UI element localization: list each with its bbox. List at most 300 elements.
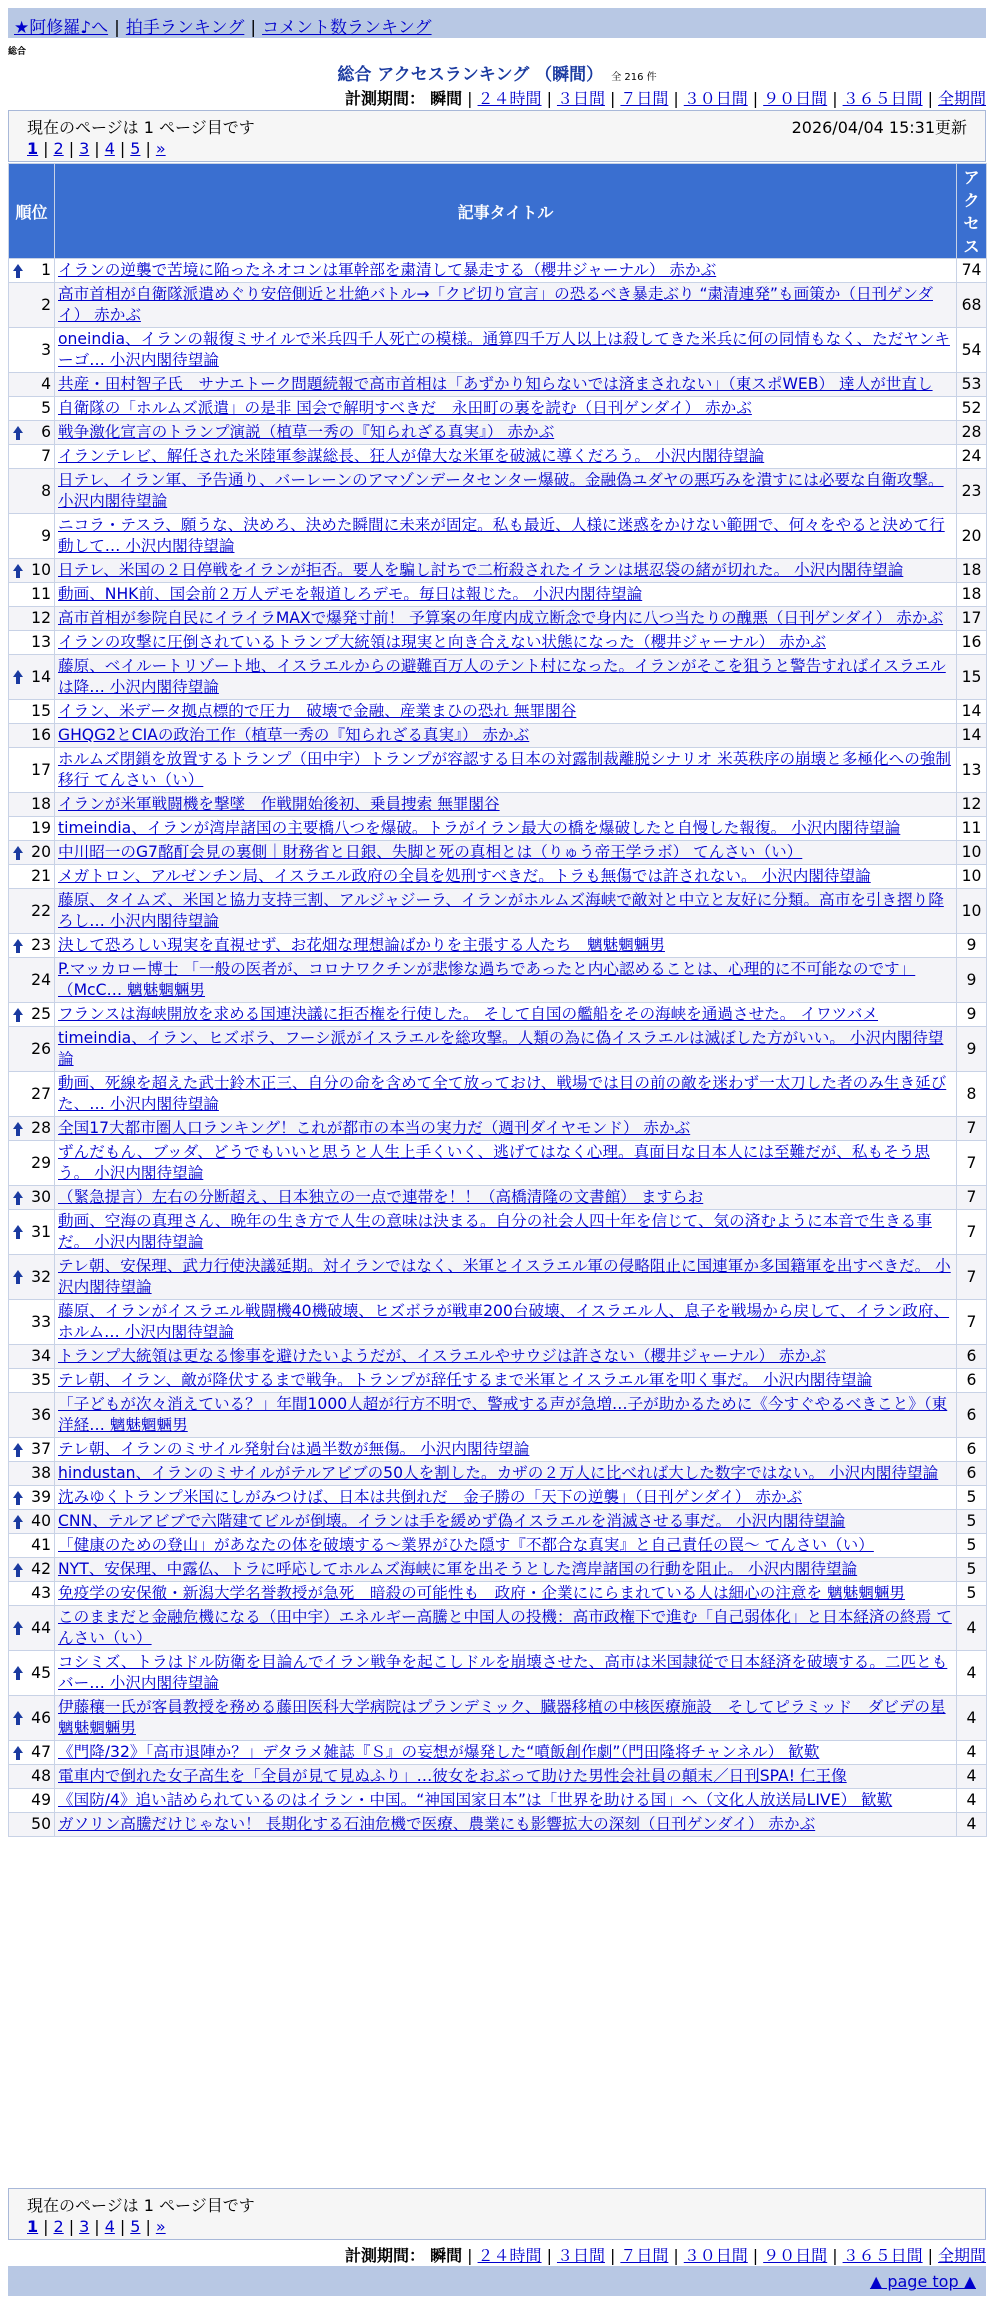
title-cell	[55, 373, 957, 397]
access-count: 7	[957, 1210, 987, 1255]
pager-page-5[interactable]: 5	[130, 139, 141, 158]
access-count: 12	[957, 793, 987, 817]
rank-number: 44	[31, 1618, 51, 1637]
access-count: 24	[957, 445, 987, 469]
title-cell	[55, 1741, 957, 1765]
page-title-text: 総合 アクセスランキング （瞬間）	[337, 65, 604, 85]
access-count: 17	[957, 607, 987, 631]
rank-cell	[9, 1393, 55, 1438]
title-cell	[55, 817, 957, 841]
pager-page-1[interactable]: 1	[27, 139, 39, 158]
rank-cell	[9, 283, 55, 328]
table-row	[9, 607, 987, 631]
title-cell	[55, 1462, 957, 1486]
period-link-3d[interactable]: ３日間	[556, 89, 605, 108]
title-cell	[55, 1117, 957, 1141]
article-title-link[interactable]: フランスは海峡開放を求める国連決議に拒否権を行使した。 そして自国の艦船をその海峡を通過させた。 イワツバメ	[58, 1005, 879, 1023]
access-count: 4	[957, 1741, 987, 1765]
table-header-row	[9, 164, 987, 259]
table-row	[9, 1141, 987, 1186]
pager-page-3[interactable]: 3	[79, 139, 90, 158]
pager-page-3[interactable]: 3	[79, 2217, 90, 2236]
rank-cell	[9, 958, 55, 1003]
nav-separator: |	[250, 18, 257, 38]
article-title-link[interactable]: 全国17大都市圏人口ランキング！これが都市の本当の実力だ（週刊ダイヤモンド） 赤かぶ	[58, 1119, 691, 1137]
rank-up-arrow-icon	[13, 564, 23, 578]
title-cell	[55, 1534, 957, 1558]
article-title-link[interactable]: イランが米軍戦闘機を撃墜 作戦開始後初、乗員捜索 無罪閣谷	[58, 795, 500, 813]
rank-number: 29	[31, 1153, 51, 1172]
rank-number: 30	[31, 1188, 51, 1206]
access-count: 14	[957, 724, 987, 748]
article-title-link[interactable]: 動画、空海の真理さん、晩年の生き方で人生の意味は決まる。自分の社会人四十年を信じて、気の済むように本音で生きる事だ。 小沢内閣待望論	[58, 1212, 932, 1251]
access-count: 14	[957, 700, 987, 724]
rank-up-arrow-icon	[13, 1008, 23, 1022]
access-count: 7	[957, 1186, 987, 1210]
pager-page-1[interactable]: 1	[27, 2217, 39, 2236]
rank-cell	[9, 817, 55, 841]
rank-cell	[9, 1345, 55, 1369]
access-count: 4	[957, 1765, 987, 1789]
rank-cell	[9, 607, 55, 631]
current-page-text: 現在のページは 1 ページ目です	[27, 2195, 255, 2215]
rank-cell	[9, 397, 55, 421]
rank-cell	[9, 1534, 55, 1558]
rank-number: 19	[31, 819, 51, 837]
title-cell	[55, 397, 957, 421]
access-count: 9	[957, 958, 987, 1003]
table-row	[9, 1534, 987, 1558]
period-link-365d[interactable]: ３６５日間	[842, 2246, 923, 2265]
rank-cell	[9, 1765, 55, 1789]
table-row	[9, 958, 987, 1003]
rank-number: 38	[31, 1464, 51, 1482]
access-count: 52	[957, 397, 987, 421]
rank-up-arrow-icon	[13, 264, 23, 278]
period-link-all[interactable]: 全期間	[937, 2246, 986, 2265]
rank-number: 37	[31, 1440, 51, 1458]
access-count: 4	[957, 1696, 987, 1741]
period-link-all[interactable]: 全期間	[937, 89, 986, 108]
article-title-link[interactable]: イラン、米データ拠点標的で圧力 破壊で金融、産業まひの恐れ 無罪閣谷	[58, 702, 577, 720]
title-cell	[55, 865, 957, 889]
table-row	[9, 328, 987, 373]
access-count: 5	[957, 1534, 987, 1558]
bottom-bar	[8, 2266, 986, 2296]
access-count: 20	[957, 514, 987, 559]
title-cell	[55, 700, 957, 724]
article-title-link[interactable]: oneindia、イランの報復ミサイルで米兵四千人死亡の模様。通算四千万人以上は殺してきた米兵に何の同情もなく、ただヤンキーゴ… 小沢内閣待望論	[58, 330, 950, 369]
rank-cell	[9, 1255, 55, 1300]
article-title-link[interactable]: テレ朝、安保理、武力行使決議延期。対イランではなく、米軍とイスラエル軍の侵略阻止に国連軍か多国籍軍を出すべきだ。 小沢内閣待望論	[58, 1257, 951, 1296]
page-top-link[interactable]: ▲ page top ▲	[869, 2272, 976, 2291]
rank-cell	[9, 445, 55, 469]
title-cell	[55, 607, 957, 631]
period-link-24h[interactable]: ２４時間	[477, 89, 542, 108]
period-selector-bottom: 計測期間： 瞬間 | ２４時間 | ３日間 | ７日間 | ３０日間 | ９０日間 | ３６５日間 | 全期間	[345, 2246, 986, 2265]
rank-number: 42	[31, 1560, 51, 1578]
rank-cell	[9, 631, 55, 655]
pager-page-2[interactable]: 2	[53, 2217, 64, 2236]
article-title-link[interactable]: 「子どもが次々消えている？」年間1000人超が行方不明で、警戒する声が急増…子が助かるために《今すぐやるべきこと》（東洋経… 魑魅魍魎男	[58, 1395, 948, 1434]
table-row	[9, 283, 987, 328]
article-title-link[interactable]: メガトロン、アルゼンチン局、イスラエル政府の全員を処刑すべきだ。トラも無傷では許されない。 小沢内閣待望論	[58, 867, 871, 885]
article-title-link[interactable]: 免疫学の安保徹・新潟大学名誉教授が急死 暗殺の可能性も 政府・企業ににらまれている人は細心の注意を 魑魅魍魎男	[58, 1584, 906, 1602]
rank-cell	[9, 1741, 55, 1765]
rank-up-arrow-icon	[13, 426, 23, 440]
article-title-link[interactable]: 沈みゆくトランプ米国にしがみつけば、日本は共倒れだ 金子勝の「天下の逆襲」（日刊ゲンダイ） 赤かぶ	[58, 1488, 803, 1506]
article-title-link[interactable]: 中川昭一のG7酩酊会見の裏側｜財務省と日銀、失脚と死の真相とは（りゅう帝王学ラボ） てんさい（い）	[58, 843, 803, 861]
table-row	[9, 841, 987, 865]
pager-page-5[interactable]: 5	[130, 2217, 141, 2236]
rank-cell	[9, 1813, 55, 1837]
title-cell	[55, 1813, 957, 1837]
period-link-3d[interactable]: ３日間	[556, 2246, 605, 2265]
access-count: 11	[957, 817, 987, 841]
rank-up-arrow-icon	[13, 1491, 23, 1505]
access-count: 16	[957, 631, 987, 655]
rank-number: 28	[31, 1119, 51, 1137]
title-cell	[55, 889, 957, 934]
title-cell	[55, 1438, 957, 1462]
title-cell	[55, 631, 957, 655]
rank-cell	[9, 421, 55, 445]
article-title-link[interactable]: 「健康のための登山」があなたの体を破壊する〜業界がひた隠す『不都合な真実』と自己責任の罠〜 てんさい（い）	[58, 1536, 874, 1554]
access-count: 5	[957, 1582, 987, 1606]
rank-number: 5	[41, 399, 51, 417]
access-count: 18	[957, 583, 987, 607]
access-count: 6	[957, 1393, 987, 1438]
period-link-30d[interactable]: ３０日間	[683, 2246, 748, 2265]
title-cell	[55, 283, 957, 328]
access-count: 9	[957, 934, 987, 958]
title-cell	[55, 1027, 957, 1072]
article-title-link[interactable]: 日テレ、イラン軍、予告通り、バーレーンのアマゾンデータセンター爆破。金融偽ユダヤの悪巧みを潰すには必要な自衛攻撃。 小沢内閣待望論	[58, 471, 944, 510]
table-row	[9, 1696, 987, 1741]
ranking-table	[8, 163, 987, 1837]
rank-cell	[9, 655, 55, 700]
access-count: 53	[957, 373, 987, 397]
article-title-link[interactable]: 《門降/32》「高市退陣か？」デタラメ雑誌『Ｓ』の妄想が爆発した“噴飯創作劇”（門田隆将チャンネル） 歓歎	[58, 1743, 820, 1761]
period-link-24h[interactable]: ２４時間	[477, 2246, 542, 2265]
article-title-link[interactable]: 戦争激化宣言のトランプ演説（植草一秀の『知られざる真実』） 赤かぶ	[58, 423, 555, 441]
rank-number: 7	[41, 447, 51, 465]
article-title-link[interactable]: ホルムズ閉鎖を放置するトランプ（田中宇）トランプが容認する日本の対露制裁離脱シナリオ 米英秩序の崩壊と多極化への強制移行 てんさい（い）	[58, 750, 952, 789]
rank-number: 33	[31, 1312, 51, 1331]
period-link-30d[interactable]: ３０日間	[683, 89, 748, 108]
access-count: 4	[957, 1789, 987, 1813]
access-count: 6	[957, 1369, 987, 1393]
title-cell	[55, 1510, 957, 1534]
table-row	[9, 817, 987, 841]
article-title-link[interactable]: 藤原、タイムズ、米国と協力支持三割、アルジャジーラ、イランがホルムズ海峡で敵対と中立と友好に分類。高市を引き摺り降ろし… 小沢内閣待望論	[58, 891, 944, 930]
article-title-link[interactable]: （緊急提言）左右の分断超え、日本独立の一点で連帯を！！（高橋清隆の文書館） ますらお	[58, 1188, 704, 1206]
article-title-link[interactable]: P.マッカロー博士 「一般の医者が、コロナワクチンが悲惨な過ちであったと内心認めることは、心理的に不可能なのです」（McC… 魑魅魍魎男	[58, 960, 916, 999]
rank-number: 48	[31, 1767, 51, 1785]
rank-number: 24	[31, 970, 51, 989]
article-title-link[interactable]: 藤原、イランがイスラエル戦闘機40機破壊、ヒズボラが戦車200台破壊、イスラエル人、息子を戦場から戻して、イラン政府、ホルム… 小沢内閣待望論	[58, 1302, 950, 1341]
table-row	[9, 397, 987, 421]
title-cell	[55, 445, 957, 469]
rank-number: 32	[31, 1267, 51, 1286]
title-cell	[55, 1072, 957, 1117]
table-row	[9, 583, 987, 607]
pager-page-4[interactable]: 4	[104, 139, 115, 158]
access-count: 13	[957, 748, 987, 793]
rank-number: 22	[31, 901, 51, 920]
rank-number: 26	[31, 1039, 51, 1058]
rank-up-arrow-icon	[13, 1191, 23, 1205]
rank-number: 4	[41, 375, 51, 393]
article-title-link[interactable]: 自衛隊の「ホルムズ派遣」の是非 国会で解明すべきだ 永田町の裏を読む（日刊ゲンダイ） 赤かぶ	[58, 399, 752, 417]
rank-cell	[9, 373, 55, 397]
title-cell	[55, 514, 957, 559]
rank-number: 35	[31, 1371, 51, 1389]
page-status-panel-top	[8, 110, 986, 162]
article-title-link[interactable]: 決して恐ろしい現実を直視せず、お花畑な理想論ばかりを主張する人たち 魑魅魍魎男	[58, 936, 665, 954]
access-count: 4	[957, 1606, 987, 1651]
rank-number: 2	[41, 295, 51, 314]
title-cell	[55, 1486, 957, 1510]
nav-separator: |	[114, 18, 120, 38]
article-title-link[interactable]: ニコラ・テスラ、願うな、決めろ、決めた瞬間に未来が固定。私も最近、人様に迷惑をかけない範囲で、何々をやると決めて行動して… 小沢内閣待望論	[58, 516, 945, 555]
rank-cell	[9, 889, 55, 934]
period-selector-top: 計測期間： 瞬間 | ２４時間 | ３日間 | ７日間 | ３０日間 | ９０日間 | ３６５日間 | 全期間	[345, 89, 986, 108]
period-link-7d[interactable]: ７日間	[620, 89, 669, 108]
rank-cell	[9, 700, 55, 724]
access-count: 5	[957, 1510, 987, 1534]
rank-number: 11	[31, 585, 51, 603]
title-cell	[55, 559, 957, 583]
rank-number: 47	[31, 1743, 51, 1761]
period-link-90d[interactable]: ９０日間	[763, 89, 828, 108]
access-count: 7	[957, 1117, 987, 1141]
period-link-90d[interactable]: ９０日間	[763, 2246, 828, 2265]
nav-link-comment-ranking[interactable]: コメント数ランキング	[262, 18, 432, 38]
access-count: 9	[957, 1003, 987, 1027]
rank-number: 43	[31, 1584, 51, 1602]
table-row	[9, 559, 987, 583]
rank-number: 25	[31, 1005, 51, 1023]
access-count: 68	[957, 283, 987, 328]
access-count: 7	[957, 1141, 987, 1186]
rank-cell	[9, 865, 55, 889]
article-title-link[interactable]: ガソリン高騰だけじゃない！ 長期化する石油危機で医療、農業にも影響拡大の深刻（日刊ゲンダイ） 赤かぶ	[58, 1815, 816, 1833]
rank-number: 39	[31, 1488, 51, 1506]
rank-cell	[9, 1606, 55, 1651]
rank-number: 45	[31, 1663, 51, 1682]
article-title-link[interactable]: GHQG2とCIAの政治工作（植草一秀の『知られざる真実』） 赤かぶ	[58, 726, 530, 744]
rank-cell	[9, 1651, 55, 1696]
pager-next[interactable]: »	[155, 139, 166, 158]
table-row	[9, 631, 987, 655]
period-label: 計測期間：	[345, 2246, 426, 2265]
table-row	[9, 1741, 987, 1765]
rank-up-arrow-icon	[13, 1746, 23, 1760]
rank-number: 50	[31, 1815, 51, 1833]
rank-cell	[9, 748, 55, 793]
access-count: 6	[957, 1438, 987, 1462]
article-title-link[interactable]: 電車内で倒れた女子高生を「全員が見て見ぬふり」…彼女をおぶって助けた男性会社員の顛末／日刊SPA! 仁王像	[58, 1767, 847, 1785]
table-row	[9, 1255, 987, 1300]
access-count: 28	[957, 421, 987, 445]
access-count: 4	[957, 1651, 987, 1696]
rank-number: 1	[41, 261, 51, 279]
rank-cell	[9, 793, 55, 817]
page-title	[0, 60, 994, 85]
rank-up-arrow-icon	[13, 670, 23, 684]
access-count: 74	[957, 259, 987, 283]
title-cell	[55, 1369, 957, 1393]
table-row	[9, 1462, 987, 1486]
col-header-title: 記事タイトル	[55, 164, 957, 259]
article-title-link[interactable]: CNN、テルアビブで六階建てビルが倒壊。イランは手を緩めず偽イスラエルを消滅させる事だ。 小沢内閣待望論	[58, 1512, 846, 1530]
table-row	[9, 1789, 987, 1813]
article-title-link[interactable]: ずんだもん、ブッダ、どうでもいいと思うと人生上手くいく、逃げてはなく心理。真面目な日本人には至難だが、私もそう思う。 小沢内閣待望論	[58, 1143, 930, 1182]
access-count: 7	[957, 1255, 987, 1300]
title-cell	[55, 259, 957, 283]
rank-cell	[9, 259, 55, 283]
title-cell	[55, 1345, 957, 1369]
rank-cell	[9, 514, 55, 559]
access-count: 54	[957, 328, 987, 373]
title-cell	[55, 793, 957, 817]
access-count: 7	[957, 1300, 987, 1345]
rank-number: 36	[31, 1405, 51, 1424]
rank-number: 13	[31, 633, 51, 651]
title-cell	[55, 1696, 957, 1741]
table-row	[9, 1117, 987, 1141]
table-row	[9, 1558, 987, 1582]
article-title-link[interactable]: テレ朝、イランのミサイル発射台は過半数が無傷。 小沢内閣待望論	[58, 1440, 530, 1458]
article-title-link[interactable]: 日テレ、米国の２日停戦をイランが拒否。要人を騙し討ちで二桁殺されたイランは堪忍袋の緒が切れた。 小沢内閣待望論	[58, 561, 904, 579]
rank-cell	[9, 469, 55, 514]
access-count: 18	[957, 559, 987, 583]
article-title-link[interactable]: コシミズ、トラはドル防衛を目論んでイラン戦争を起こしドルを崩壊させた、高市は米国隷従で日本経済を破壊する。二匹ともバー… 小沢内閣待望論	[58, 1653, 948, 1692]
rank-cell	[9, 328, 55, 373]
table-row	[9, 445, 987, 469]
article-title-link[interactable]: このままだと金融危機になる（田中宇）エネルギー高騰と中国人の投機：高市政権下で進む「自己弱体化」と日本経済の終焉 てんさい（い）	[58, 1608, 952, 1647]
title-cell	[55, 1210, 957, 1255]
table-row	[9, 259, 987, 283]
rank-number: 16	[31, 726, 51, 744]
current-page-text: 現在のページは 1 ページ目です	[27, 117, 255, 137]
article-title-link[interactable]: トランプ大統領は更なる惨事を避けたいようだが、イスラエルやサウジは許さない（櫻井ジャーナル） 赤かぶ	[58, 1347, 826, 1365]
nav-link-home[interactable]: ★阿修羅♪へ	[14, 18, 109, 38]
rank-number: 15	[31, 702, 51, 720]
rank-cell	[9, 1003, 55, 1027]
pager-page-2[interactable]: 2	[53, 139, 64, 158]
rank-number: 18	[31, 795, 51, 813]
rank-up-arrow-icon	[13, 846, 23, 860]
table-row	[9, 865, 987, 889]
article-title-link[interactable]: hindustan、イランのミサイルがテルアビブの50人を割した。カザの２万人に比べれば大した数字ではない。 小沢内閣待望論	[58, 1464, 939, 1482]
table-row	[9, 421, 987, 445]
period-link-7d[interactable]: ７日間	[620, 2246, 669, 2265]
table-row	[9, 1369, 987, 1393]
title-cell	[55, 1300, 957, 1345]
rank-up-arrow-icon	[13, 1563, 23, 1577]
access-count: 23	[957, 469, 987, 514]
article-title-link[interactable]: 《国防/4》追い詰められているのはイラン・中国。“神国国家日本”は「世界を助ける国」へ（文化人放送局LIVE） 歓歎	[58, 1791, 893, 1809]
rank-cell	[9, 1117, 55, 1141]
rank-number: 40	[31, 1512, 51, 1530]
rank-up-arrow-icon	[13, 1225, 23, 1239]
rank-up-arrow-icon	[13, 939, 23, 953]
nav-link-applause-ranking[interactable]: 拍手ランキング	[125, 18, 245, 38]
title-cell	[55, 421, 957, 445]
title-cell	[55, 1558, 957, 1582]
rank-cell	[9, 1027, 55, 1072]
table-row	[9, 1438, 987, 1462]
title-cell	[55, 724, 957, 748]
article-title-link[interactable]: イランの逆襲で苦境に陥ったネオコンは軍幹部を粛清して暴走する（櫻井ジャーナル） 赤かぶ	[58, 261, 717, 279]
rank-number: 9	[41, 526, 51, 545]
pager-next[interactable]: »	[155, 2217, 166, 2236]
table-row	[9, 469, 987, 514]
rank-cell	[9, 1462, 55, 1486]
article-title-link[interactable]: 共産・田村智子氏 サナエトーク問題続報で高市首相は「あずかり知らないでは済まされない」（東スポWEB） 達人が世直し	[58, 375, 933, 393]
article-title-link[interactable]: イランの攻撃に圧倒されているトランプ大統領は現実と向き合えない状態になった（櫻井ジャーナル） 赤かぶ	[58, 633, 826, 651]
article-title-link[interactable]: 高市首相が参院自民にイライラMAXで爆発寸前！ 予算案の年度内成立断念で身内に八つ当たりの醜悪（日刊ゲンダイ） 赤かぶ	[58, 609, 944, 627]
pager-page-4[interactable]: 4	[104, 2217, 115, 2236]
article-title-link[interactable]: 動画、NHK前、国会前２万人デモを報道しろデモ。毎日は報じた。 小沢内閣待望論	[58, 585, 643, 603]
title-cell	[55, 328, 957, 373]
rank-cell	[9, 1558, 55, 1582]
category-label: 総合	[8, 47, 27, 57]
rank-number: 21	[31, 867, 51, 885]
article-title-link[interactable]: 伊藤穰一氏が客員教授を務める藤田医科大学病院はプランデミック、臓器移植の中核医療施設 そしてピラミッド ダビデの星 魑魅魍魎男	[58, 1698, 946, 1737]
title-cell	[55, 583, 957, 607]
title-cell	[55, 469, 957, 514]
table-row	[9, 514, 987, 559]
rank-cell	[9, 1696, 55, 1741]
article-title-link[interactable]: 藤原、ベイルートリゾート地、イスラエルからの避難百万人のテント村になった。イランがそこを狙うと警告すればイスラエルは降… 小沢内閣待望論	[58, 657, 946, 696]
rank-number: 3	[41, 340, 51, 359]
table-row	[9, 1393, 987, 1438]
access-count: 10	[957, 841, 987, 865]
total-count: 全 216 件	[611, 72, 657, 83]
rank-up-arrow-icon	[13, 1666, 23, 1680]
rank-number: 8	[41, 481, 51, 500]
access-count: 15	[957, 655, 987, 700]
rank-number: 6	[41, 423, 51, 441]
period-link-365d[interactable]: ３６５日間	[842, 89, 923, 108]
article-title-link[interactable]: テレ朝、イラン、敵が降伏するまで戦争。トランプが辞任するまで米軍とイスラエル軍を叩く事だ。 小沢内閣待望論	[58, 1371, 873, 1389]
title-cell	[55, 934, 957, 958]
rank-cell	[9, 1438, 55, 1462]
article-title-link[interactable]: 高市首相が自衛隊派遣めぐり安倍側近と壮絶バトル→「クビ切り宣言」の恐るべき暴走ぶり “粛清連発”も画策か（日刊ゲンダイ） 赤かぶ	[58, 285, 933, 324]
rank-cell	[9, 559, 55, 583]
table-row	[9, 1300, 987, 1345]
table-row	[9, 1186, 987, 1210]
rank-number: 34	[31, 1347, 51, 1365]
article-title-link[interactable]: NYT、安保理、中露仏、トラに呼応してホルムズ海峡に軍を出そうとした湾岸諸国の行動を阻止。 小沢内閣待望論	[58, 1560, 858, 1578]
rank-cell	[9, 1210, 55, 1255]
article-title-link[interactable]: イランテレビ、解任された米陸軍参謀総長、狂人が偉大な米軍を破滅に導くだろう。 小沢内閣待望論	[58, 447, 765, 465]
period-current: 瞬間	[430, 2246, 463, 2265]
pager-top: 1 | 2 | 3 | 4 | 5 | »	[27, 139, 166, 158]
article-title-link[interactable]: 動画、死線を超えた武士鈴木正三、自分の命を含めて全て放っておけ、戦場では目の前の敵を迷わず一太刀した者のみ生き延びた、… 小沢内閣待望論	[58, 1074, 947, 1113]
table-row	[9, 1606, 987, 1651]
rank-number: 20	[31, 843, 51, 861]
article-title-link[interactable]: timeindia、イランが湾岸諸国の主要橋八つを爆破。トラがイラン最大の橋を爆破したと自慢した報復。 小沢内閣待望論	[58, 819, 901, 837]
title-cell	[55, 1789, 957, 1813]
rank-cell	[9, 724, 55, 748]
table-row	[9, 934, 987, 958]
rank-number: 14	[31, 667, 51, 686]
article-title-link[interactable]: timeindia、イラン、ヒズボラ、フーシ派がイスラエルを総攻撃。人類の為に偽イスラエルは滅ぼした方がいい。 小沢内閣待望論	[58, 1029, 944, 1068]
